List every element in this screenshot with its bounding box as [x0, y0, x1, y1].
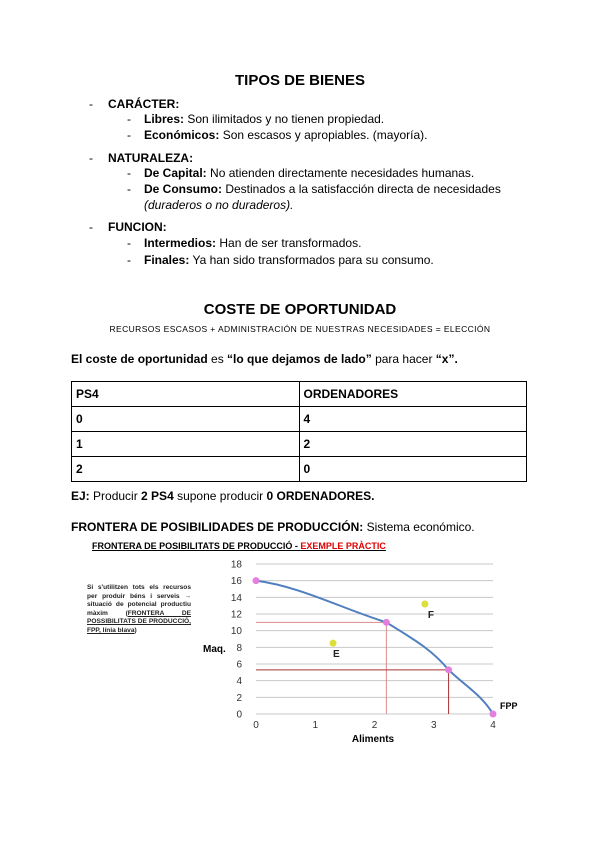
- bullet-dash: -: [127, 253, 131, 267]
- x-tick-label: 4: [490, 720, 496, 731]
- y-tick-label: 10: [230, 626, 242, 638]
- item-capital: [127, 166, 475, 181]
- fpp-chart: [195, 556, 535, 746]
- fpp-point: [445, 666, 452, 673]
- y-tick-label: 14: [230, 592, 242, 604]
- x-axis-label: Aliments: [351, 734, 395, 745]
- bullet-dash: -: [127, 166, 131, 180]
- def-quote: “lo que dejamos de lado”: [227, 352, 372, 366]
- chart-title: [92, 541, 386, 551]
- fpp-point: [490, 711, 497, 718]
- def-term: El coste de oportunidad: [71, 352, 208, 366]
- chart-ticks: [231, 560, 496, 732]
- caracter-label: CARÁCTER:: [108, 97, 180, 111]
- x-tick-label: 0: [253, 720, 259, 731]
- consumo-text-continued: (duraderos o no duraderos).: [144, 198, 294, 212]
- capital-label: De Capital:: [144, 166, 207, 180]
- table-cell: 0: [299, 457, 527, 482]
- title-tipos-de-bienes: TIPOS DE BIENES: [234, 72, 366, 89]
- def-x: “x”.: [435, 352, 458, 366]
- chart-note: [87, 584, 191, 636]
- bullet-dash: -: [89, 97, 93, 111]
- bullet-dash: -: [89, 151, 93, 165]
- naturaleza-label: NATURALEZA:: [108, 151, 194, 165]
- bullet-dash: -: [127, 182, 131, 196]
- ej-supone: supone producir: [173, 489, 267, 503]
- table-cell: 2: [299, 432, 527, 457]
- frontera-heading-bold: FRONTERA DE POSIBILIDADES DE PRODUCCIÓN:: [71, 520, 364, 534]
- ej-ordenadores: 0 ORDENADORES.: [266, 489, 375, 503]
- section-naturaleza: [89, 151, 194, 166]
- fpp-point: [383, 619, 390, 626]
- x-tick-label: 2: [371, 720, 378, 731]
- note-close: ): [134, 626, 137, 634]
- chart-grid: [256, 564, 493, 714]
- table-row: [72, 432, 527, 457]
- chart-guides: [256, 622, 449, 714]
- bullet-dash: -: [89, 220, 93, 234]
- bullet-dash: -: [127, 128, 131, 142]
- point-label-e: E: [333, 649, 340, 661]
- fpp-series-label: FPP: [500, 701, 518, 711]
- bullet-dash: -: [127, 236, 131, 250]
- def-es: es: [207, 352, 228, 366]
- item-economicos: [127, 128, 428, 143]
- frontera-heading-rest: Sistema económico.: [363, 520, 475, 534]
- section-caracter: [89, 97, 180, 112]
- table-header-row: [72, 382, 527, 407]
- note-underlined: FRONTERA DE POSSIBILITATS DE PRODUCCIÓ, FPP, línia blava: [87, 609, 191, 634]
- ej-ps4: 2 PS4: [141, 489, 174, 503]
- def-para: para hacer: [371, 352, 436, 366]
- table-cell: 1: [72, 432, 300, 457]
- table-row: [72, 457, 527, 482]
- ej-producir: Producir: [89, 489, 142, 503]
- funcion-label: FUNCION:: [108, 220, 167, 234]
- capital-text: No atienden directamente necesidades humanas.: [206, 166, 475, 180]
- table-cell: 4: [299, 407, 527, 432]
- intermedios-text: Han de ser transformados.: [216, 236, 362, 250]
- fpp-point: [253, 577, 260, 584]
- y-tick-label: 18: [230, 559, 242, 571]
- consumo-label: De Consumo:: [144, 182, 222, 196]
- x-tick-label: 3: [430, 720, 437, 731]
- point-e: [330, 640, 337, 647]
- y-tick-label: 8: [236, 642, 242, 654]
- intermedios-label: Intermedios:: [144, 236, 217, 250]
- economicos-label: Económicos:: [144, 128, 220, 142]
- item-consumo: [127, 182, 501, 197]
- y-tick-label: 0: [236, 709, 242, 721]
- point-f: [421, 601, 428, 608]
- item-intermedios: [127, 236, 362, 251]
- table-row: [72, 407, 527, 432]
- bullet-dash: -: [127, 112, 131, 126]
- item-finales: [127, 253, 434, 268]
- y-tick-label: 4: [236, 676, 242, 688]
- example-line: [71, 489, 375, 503]
- finales-text: Ya han sido transformados para su consumo.: [189, 253, 434, 267]
- ps4-ordenadores-table: [71, 381, 527, 482]
- note-text: Si s'utilitzen tots els recursos per produir béns i serveis → situació de potencial productiu màxim (: [87, 584, 191, 617]
- economicos-text: Son escasos y apropiables. (mayoría).: [219, 128, 428, 142]
- libres-text: Son ilimitados y no tienen propiedad.: [184, 112, 385, 126]
- libres-label: Libres:: [144, 112, 185, 126]
- header-ps4: PS4: [72, 382, 300, 407]
- y-tick-label: 2: [236, 692, 242, 704]
- definition-line: [71, 352, 458, 366]
- section-funcion: [89, 220, 167, 235]
- x-tick-label: 1: [312, 720, 319, 731]
- y-tick-label: 16: [230, 576, 242, 588]
- y-tick-label: 6: [236, 659, 242, 671]
- chart-title-example: EXEMPLE PRÀCTIC: [300, 541, 386, 551]
- table-cell: 0: [72, 407, 300, 432]
- y-tick-label: 12: [230, 609, 242, 621]
- frontera-heading: [71, 520, 475, 534]
- point-label-f: F: [427, 610, 434, 621]
- subtitle-recursos: RECURSOS ESCASOS + ADMINISTRACIÓN DE NUESTRAS NECESIDADES = ELECCIÓN: [109, 324, 491, 334]
- title-coste-de-oportunidad: COSTE DE OPORTUNIDAD: [203, 301, 397, 318]
- header-ordenadores: ORDENADORES: [299, 382, 527, 407]
- item-libres: [127, 112, 385, 127]
- finales-label: Finales:: [144, 253, 190, 267]
- table-cell: 2: [72, 457, 300, 482]
- y-axis-label: Maq.: [203, 644, 226, 655]
- ej-label: EJ:: [71, 489, 90, 503]
- consumo-text: Destinados a la satisfacción directa de necesidades: [222, 182, 501, 196]
- chart-title-main: FRONTERA DE POSIBILITATS DE PRODUCCIÓ -: [92, 541, 301, 551]
